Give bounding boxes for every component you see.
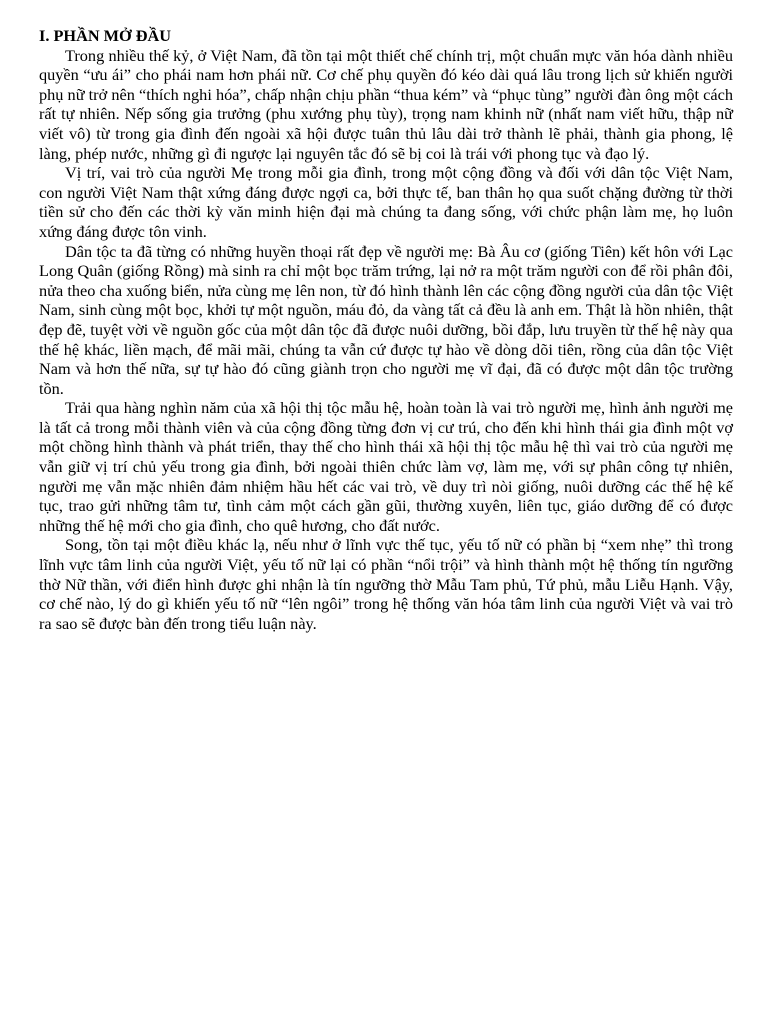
paragraph-1: Trong nhiều thế kỷ, ở Việt Nam, đã tồn tại một thiết chế chính trị, một chuẩn mực văn hóa dành nhiều quyền “ưu ái” cho phái nam hơn phái nữ. Cơ chế phụ quyền đó kéo dài quá lâu trong lịch sử khiến người phụ nữ trở nên “thích nghi hóa”, chấp nhận chịu phần “thua kém” và “phục tùng” người đàn ông một cách rất tự nhiên. Nếp sống gia trưởng (phu xướng phụ tùy), trọng nam khinh nữ (nhất nam viết hữu, thập nữ viết vô) từ trong gia đình đến ngoài xã hội được tuân thủ lâu dài trở thành lẽ phải, thành gia phong, lệ làng, phép nước, những gì đi ngược lại nguyên tắc đó sẽ bị coi là trái với phong tục và đạo lý. — [39, 45, 733, 163]
section-heading: I. PHẦN MỞ ĐẦU — [39, 26, 172, 45]
paragraph-5: Song, tồn tại một điều khác lạ, nếu như ở lĩnh vực thế tục, yếu tố nữ có phần bị “xem nhẹ” thì trong lĩnh vực tâm linh của người Việt, yếu tố nữ lại có phần “nổi trội” và hình thành một hệ thống tín ngưỡng thờ Nữ thần, với điển hình được ghi nhận là tín ngưỡng thờ Mẫu Tam phủ, Tứ phủ, mẫu Liễu Hạnh. Vậy, cơ chế nào, lý do gì khiến yếu tố nữ “lên ngôi” trong hệ thống văn hóa tâm linh của người Việt và vai trò ra sao sẽ được bàn đến trong tiểu luận này. — [39, 535, 733, 633]
paragraph-4: Trải qua hàng nghìn năm của xã hội thị tộc mẫu hệ, hoàn toàn là vai trò người mẹ, hình ảnh người mẹ là tất cả trong mỗi thành viên và của cộng đồng từng đơn vị cư trú, cho đến khi hình thái gia đình một vợ một chồng hình thành và phát triển, thay thế cho hình thái xã hội thị tộc mẫu hệ thì vai trò của người mẹ vẫn giữ vị trí chủ yếu trong gia đình, bởi ngoài thiên chức làm vợ, làm mẹ, với sự phân công tự nhiên, người mẹ vẫn mặc nhiên đảm nhiệm hầu hết các vai trò, về duy trì nòi giống, nuôi dưỡng các thế hệ kế tục, trao gửi những tâm tư, tình cảm một cách gần gũi, thường xuyên, liên tục, giáo dưỡng để có được những thế hệ mới cho gia đình, cho quê hương, cho đất nước. — [39, 398, 733, 535]
document-body — [39, 26, 733, 633]
paragraph-3: Dân tộc ta đã từng có những huyền thoại rất đẹp về người mẹ: Bà Âu cơ (giống Tiên) kết hôn với Lạc Long Quân (giống Rồng) mà sinh ra chỉ một bọc trăm trứng, lại nở ra một trăm người con để rồi phân đôi, nửa theo cha xuống biển, nửa cùng mẹ lên non, từ đó hình thành lên các cộng đồng người của dân tộc Việt Nam, sinh cùng một bọc, khởi tự một nguồn, máu đỏ, da vàng tất cả đều là anh em. Thật là hồn nhiên, thật đẹp đẽ, tuyệt vời về nguồn gốc của một dân tộc đã được nuôi dưỡng, bồi đắp, lưu truyền từ thế hệ này qua thế hệ khác, liền mạch, để mãi mãi, chúng ta vẫn cứ được tự hào về dòng dõi tiên, rồng của dân tộc Việt Nam và hơn thế nữa, sự tự hào đó cũng giành trọn cho người mẹ vĩ đại, đã có được một dân tộc trường tồn. — [39, 241, 733, 398]
paragraph-2: Vị trí, vai trò của người Mẹ trong mỗi gia đình, trong một cộng đồng và đối với dân tộc Việt Nam, con người Việt Nam thật xứng đáng được ngợi ca, bởi thực tế, ban thân họ qua suốt chặng đường từ thời tiền sử cho đến các thời kỳ văn minh hiện đại mà chúng ta đang sống, với chức phận làm mẹ, họ luôn xứng đáng được tôn vinh. — [39, 163, 733, 241]
